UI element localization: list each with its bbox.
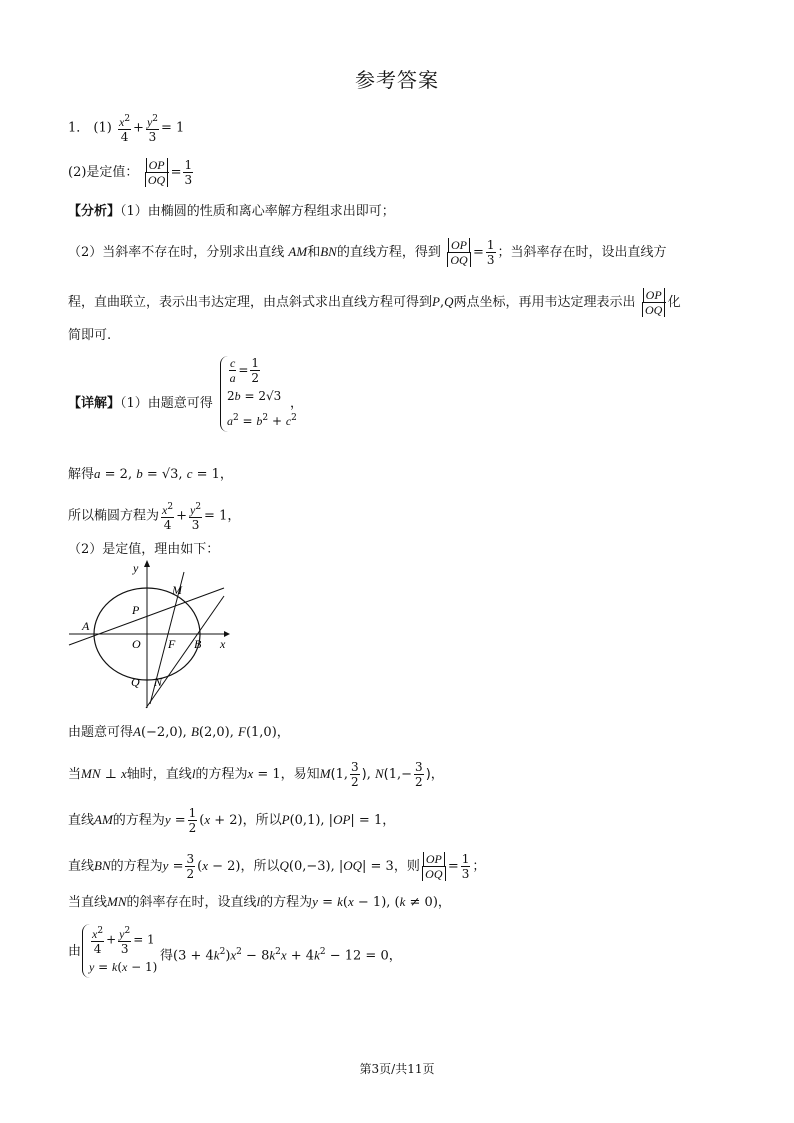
ellipse-figure <box>64 558 234 710</box>
part2-label: (2)是定值： <box>68 165 139 180</box>
label-o: O <box>132 637 141 651</box>
page-title: 参考答案 <box>355 68 439 92</box>
mn-perp-line: 当MN ⊥ x轴时，直线l的方程为x = 1，易知M(1, $\frac{3}{2}$ ), N(1,− $\frac{3}{2}$ )， <box>68 760 444 789</box>
answer-1-part2: (2)是定值： $\frac{OP}{OQ}$ = $\frac{1}{3}$ <box>68 158 193 187</box>
am-text-c: ，所以 <box>242 813 282 828</box>
analysis-text-2a: （2）当斜率不存在时，分别求出直线 <box>68 245 285 260</box>
analysis-tag: 【分析】 <box>68 204 121 219</box>
detail-tag: 【详解】 <box>68 396 121 411</box>
label-b: B <box>194 637 202 651</box>
analysis-text-1: （1）由椭圆的性质和离心率解方程组求出即可； <box>120 204 395 219</box>
bn-text-b: 的方程为 <box>110 859 163 874</box>
so-text: 所以椭圆方程为 <box>68 508 160 524</box>
label-y: y <box>133 561 139 575</box>
part1-label: (1) <box>93 120 112 136</box>
slope-exists-line: 当直线MN的斜率存在时，设直线l的方程为y = k(x − 1), (k ≠ 0)， <box>68 894 451 910</box>
given-points-line: 由题意可得A(−2,0), B(2,0), F(1,0)， <box>68 724 290 740</box>
analysis-text-2d: ；当斜率存在时，设出直线方 <box>497 245 667 260</box>
part2-intro: （2）是定值，理由如下： <box>68 542 220 557</box>
answer-1-part1: 1． (1) $\frac{x^2}{4}$ + $\frac{y^2}{3}$ = 1 <box>68 114 185 144</box>
label-n: N <box>154 675 163 689</box>
bn-text-d: ，则 <box>393 859 420 874</box>
analysis-text-2b: 和 <box>307 245 321 260</box>
analysis-line-3: 程，直曲联立，表示出韦达定理，由点斜式求出直线方程可得到P,Q两点坐标，再用韦达定理表示出 $\frac{OP}{OQ}$ 化 <box>68 288 681 317</box>
analysis-text-3c: 化 <box>667 295 681 310</box>
bn-line: 直线BN的方程为y = $\frac{3}{2}$ (x − 2)，所以Q(0,−3), |OQ| = 3，则 $\frac{OP}{OQ}$ = $\frac{1}{3}$ ； <box>68 852 486 881</box>
analysis-line-1 <box>68 202 395 222</box>
y-axis-arrow <box>144 560 150 567</box>
label-f: F <box>168 637 176 651</box>
question-number: 1． <box>68 120 90 136</box>
label-q: Q <box>131 675 140 689</box>
slope-a: 当直线 <box>68 895 108 910</box>
analysis-line-2: （2）当斜率不存在时，分别求出直线 AM和BN的直线方程，得到 $\frac{OP}{OQ}$ = $\frac{1}{3}$ ；当斜率存在时，设出直线方 <box>68 238 667 267</box>
label-a: A <box>82 619 90 633</box>
am-text-a: 直线 <box>68 813 95 828</box>
slope-b: 的斜率存在时，设直线 <box>126 895 257 910</box>
mn-perp-a: 当 <box>68 767 82 782</box>
label-p: P <box>132 603 140 617</box>
equation-system-2: $\frac{x^2}{4}$ + $\frac{y^2}{3}$ = 1 y = k(x − 1) <box>82 924 157 978</box>
analysis-text-2c: 的直线方程，得到 <box>336 245 441 260</box>
get-text: 得 <box>160 948 174 964</box>
system-line: 由 $\frac{x^2}{4}$ + $\frac{y^2}{3}$ = 1 y = k(x − 1) 得$(3 + 4k^2)x^2 - 8k^2x + 4k^2 - 12 = 0$， <box>68 924 81 984</box>
slope-c: 的方程为 <box>260 895 313 910</box>
label-m: M <box>172 583 182 597</box>
by-text: 由 <box>68 944 82 959</box>
bn-text-c: ，所以 <box>240 859 280 874</box>
analysis-line-4: 简即可. <box>68 328 112 343</box>
solve-text: 解得 <box>68 467 95 482</box>
analysis-text-3a: 程，直曲联立，表示出韦达定理，由点斜式求出直线方程可得到 <box>68 295 433 310</box>
mn-perp-d: ，易知 <box>280 767 320 782</box>
analysis-text-3b: 两点坐标，再用韦达定理表示出 <box>453 295 636 310</box>
page-footer: 第3页/共11页 <box>359 1062 435 1076</box>
detail-text-1: （1）由题意可得 <box>120 396 213 411</box>
ellipse-equation-line: 所以椭圆方程为 $\frac{x^2}{4}$ + $\frac{y^2}{3}$ = 1， <box>68 502 241 532</box>
label-x: x <box>220 637 226 651</box>
mn-perp-c: 的方程为 <box>195 767 248 782</box>
equation-system-1: $\frac{c}{a}$ = $\frac{1}{2}$ 2b = 2√3 $a^2 = b^2 + c^2$ <box>220 356 297 432</box>
am-text-b: 的方程为 <box>112 813 165 828</box>
solve-line: 解得a = 2, b = √3, c = 1， <box>68 466 233 482</box>
mn-perp-b: 轴时，直线 <box>126 767 192 782</box>
bn-text-a: 直线 <box>68 859 95 874</box>
given-text: 由题意可得 <box>68 725 134 740</box>
detail-line-1: 【详解】（1）由题意可得 $\frac{c}{a}$ = $\frac{1}{2}$ 2b = 2√3 $a^2 = b^2 + c^2$ ， <box>68 356 213 452</box>
am-line: 直线AM的方程为y = $\frac{1}{2}$ (x + 2)，所以P(0,1), |OP| = 1， <box>68 806 396 835</box>
